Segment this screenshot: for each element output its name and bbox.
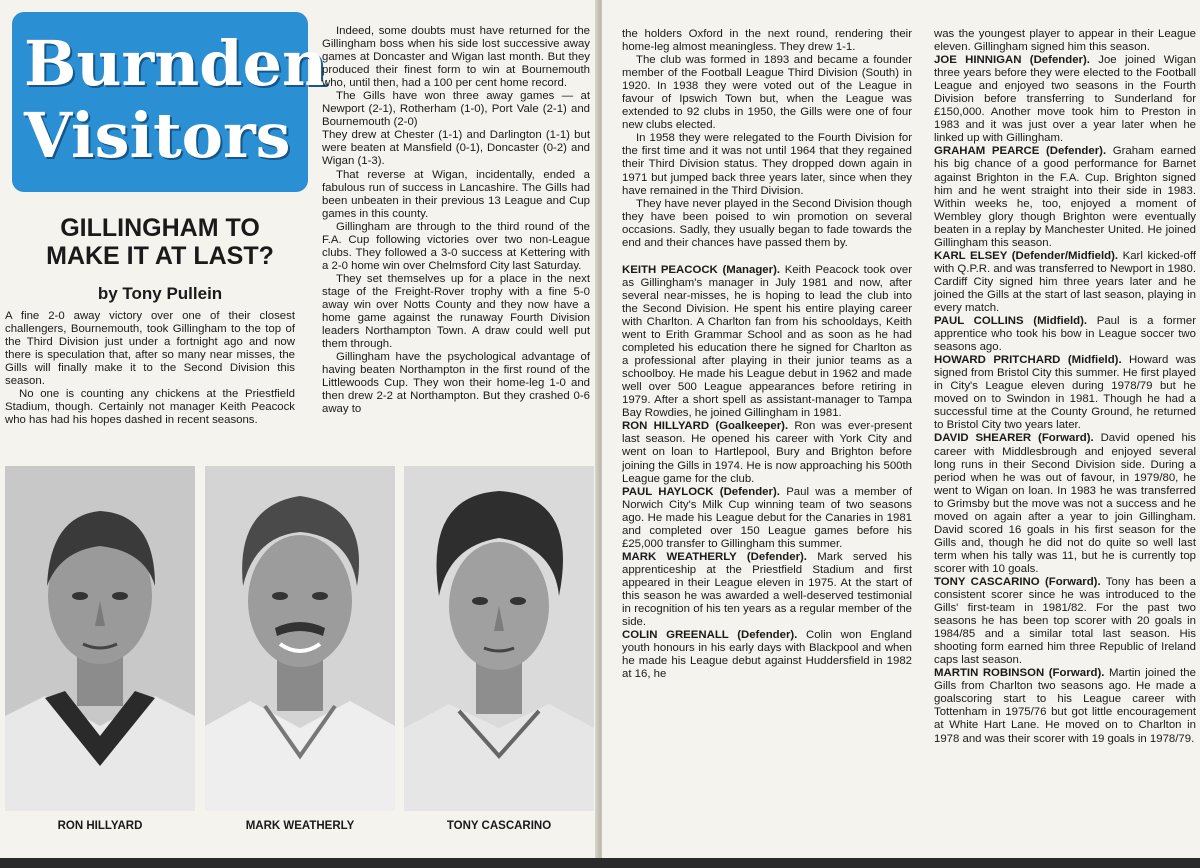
player-profile — [622, 264, 912, 421]
bottom-edge — [0, 858, 1200, 868]
article-paragraph: They have never played in the Second Division though they have been poised to win promotion on several occasions. Sadly, they usually began to fade towards the end and their chances have passed them by. — [622, 197, 912, 249]
article-paragraph: That reverse at Wigan, incidentally, ended a fabulous run of success in Lancashire. The Gills had been unbeaten in their previous 13 League and Cup games in this county. — [322, 168, 590, 220]
photo-ron-hillyard — [5, 466, 195, 811]
article-paragraph: They set themselves up for a place in the next stage of the Freight-Rover trophy with a fine 5-0 away win over Notts County and they now have a home game against the runaway Fourth Division leaders Northampton Town. A draw could well put them through. — [322, 272, 590, 351]
intro-paragraph: A fine 2-0 away victory over one of their closest challengers, Bournemouth, took Gillingham to the top of the Third Division just under a fortnight ago and now there is speculation that, after so many near misses, the Gills will finally make it to the Second Division this season. — [5, 310, 295, 388]
logo-line-2: Visitors — [24, 99, 291, 172]
player-profile — [622, 486, 912, 551]
profile-name: PAUL HAYLOCK (Defender). — [622, 485, 780, 498]
profile-name: COLIN GREENALL (Defender). — [622, 629, 798, 642]
profile-text: Howard was signed from Bristol City this summer. He first played in City's League eleven during 1978/79 but he moved on to Swindon in 1981. Though he had a successful time at the County Ground, he returned to Bristol City two years later. — [934, 354, 1196, 432]
intro-paragraph: No one is counting any chickens at the Priestfield Stadium, though. Certainly not manager Keith Peacock who has had his hopes dashed in recent seasons. — [5, 388, 295, 427]
right-page — [602, 0, 1200, 868]
profile-name: KEITH PEACOCK (Manager). — [622, 263, 781, 276]
intro-column — [5, 310, 295, 427]
profile-name: MARK WEATHERLY (Defender). — [622, 550, 807, 563]
photo-caption: MARK WEATHERLY — [245, 820, 355, 832]
profile-text: Graham earned his big chance of a good performance for Barnet against Brighton in the F.A. Cup. Brighton signed him and he went straight into their side in 1983. Within weeks he, too, enjoyed a moment of Wembley glory though Brighton were eventually beaten in a replay by Manchester United. He joined Gillingham this season. — [934, 145, 1196, 249]
headline-line-2: MAKE IT AT LAST? — [46, 242, 274, 270]
logo-line-1: Burnden — [24, 27, 328, 100]
article-paragraph: Gillingham have the psychological advantage of having beaten Northampton in the first round of the Littlewoods Cup. They won their home-leg 1-0 and then drew 2-2 at Northampton. But they crashed 0-6 away to — [322, 351, 590, 416]
profile-text: Colin won England youth honours in his early days with Blackpool and when he made his League debut against Huddersfield in 1982 at 16, he — [622, 629, 912, 681]
article-paragraph: In 1958 they were relegated to the Fourth Division for the first time and it was not until 1964 that they regained their Third Division status. They dropped down again in 1971 but jumped back three years later, since when they have remained in the Third Division. — [622, 132, 912, 197]
profile-name: MARTIN ROBINSON (Forward). — [934, 667, 1105, 680]
article-paragraph: They drew at Chester (1-1) and Darlington (1-1) but were beaten at Mansfield (0-1), Doncaster (0-2) and Wigan (1-3). — [322, 129, 590, 168]
profile-name: HOWARD PRITCHARD (Midfield). — [934, 354, 1122, 367]
player-profile — [622, 420, 912, 485]
profile-text: David opened his career with Middlesbrough and enjoyed several long runs in their Second Division side. During a period when he was out of favour, in 1979/80, he went to Wigan on loan. In 1983 he was transferred to Grimsby but the move was not a success and he moved on again after a year to join Gillingham. David scored 16 goals in his first season for the Gills and, though he did not do quite so well last term when his tally was 11, but he is currently top scorer with 10 goals. — [934, 432, 1197, 575]
player-profile — [934, 250, 1196, 315]
player-profile — [934, 145, 1196, 249]
profile-text: Paul is a former apprentice who took his bow in League soccer two seasons ago. — [934, 315, 1196, 354]
profile-text: Tony has been a consistent scorer since he was introduced to the Gills' first-team in 1981/82. For the past two seasons he has been top scorer with 20 goals in 1984/85 and a similar total last season. His shooting form earned him three Republic of Ireland caps last season. — [934, 575, 1196, 667]
article-paragraph: was the youngest player to appear in their League eleven. Gillingham signed him this season. — [934, 28, 1196, 54]
burnden-visitors-logo — [12, 12, 328, 192]
headline-line-1: GILLINGHAM TO — [60, 214, 260, 242]
left-page — [0, 0, 598, 868]
player-profile — [622, 551, 912, 629]
profile-text: Paul was a member of Norwich City's Milk Cup winning team of two seasons ago. He made his League debut for the Canaries in 1981 and completed over 150 League games before his £25,000 transfer to Gillingham this summer. — [622, 485, 912, 550]
profile-name: PAUL COLLINS (Midfield). — [934, 315, 1088, 328]
right-page-column-2 — [934, 28, 1196, 746]
player-profile — [934, 667, 1196, 745]
profile-name: TONY CASCARINO (Forward). — [934, 575, 1101, 588]
player-profile — [934, 54, 1196, 145]
article-headline — [10, 214, 310, 270]
profile-name: DAVID SHEARER (Forward). — [934, 432, 1094, 445]
profile-name: GRAHAM PEARCE (Defender). — [934, 145, 1107, 158]
article-paragraph: The Gills have won three away games — at Newport (2-1), Rotherham (1-0), Port Vale (2-1) and Bournemouth (2-0) — [322, 90, 590, 129]
player-profile — [622, 629, 912, 681]
profile-name: RON HILLYARD (Goalkeeper). — [622, 420, 789, 433]
profile-text: Mark served his apprenticeship at the Priestfield Stadium and first appeared in their League eleven in 1975. At the start of this season he was awarded a well-deserved testimonial in recognition of his ten years as a regular member of the side. — [622, 550, 912, 629]
player-profile — [934, 432, 1196, 576]
photo-mark-weatherly — [205, 466, 395, 811]
right-page-column-1 — [622, 28, 912, 681]
profile-name: JOE HINNIGAN (Defender). — [934, 54, 1090, 67]
photo-tony-cascarino — [404, 466, 594, 811]
profile-text: Martin joined the Gills from Charlton two seasons ago. He made a goalscoring start to his League career with Tottenham in 1975/76 but got little encouragement at White Hart Lane. He moved on to Charlton in 1978 and was their scorer with 19 goals in 1978/79. — [934, 667, 1196, 745]
player-profile — [934, 354, 1196, 432]
profile-text: Keith Peacock took over as Gillingham's manager in July 1981 and now, after several near-misses, he is hoping to lead the club into the Second Division. He spent his entire playing career with Charlton. A Charlton fan from his schooldays, Keith went to Erith Grammar School and as soon as he had completed his education there he signed for Charlton as a professional after playing in their junior teams as a schoolboy. He made his League debut in 1962 and made well over 500 League appearances before retiring in 1979. After a short spell as assistant-manager to Tampa Bay Rowdies, he joined Gillingham in 1981. — [622, 263, 913, 420]
article-column-right — [322, 25, 590, 416]
profile-text: Ron was ever-present last season. He opened his career with York City and went on loan to Hartlepool, Bury and Brighton before joining the Gills in 1974. He is now approaching his 500th League game for the club. — [622, 420, 912, 485]
player-profile — [934, 315, 1196, 354]
article-byline: by Tony Pullein — [97, 284, 223, 303]
profile-text: Karl kicked-off with Q.P.R. and was transferred to Newport in 1980. Cardiff City signed him three years later and he joined the Gills at the start of last season, playing in every match. — [934, 249, 1196, 314]
photo-caption: RON HILLYARD — [57, 820, 143, 832]
photo-caption: TONY CASCARINO — [446, 820, 552, 832]
article-paragraph: Gillingham are through to the third round of the F.A. Cup following victories over two non-League clubs. They followed a 3-0 success at Kettering with a 2-0 home win over Chelmsford City last Saturday. — [322, 220, 590, 272]
article-paragraph: Indeed, some doubts must have returned for the Gillingham boss when his side lost successive away games at Doncaster and Wigan last month. But they produced their finest form to win at Bournemouth who, until then, had a 100 per cent home record. — [322, 25, 590, 90]
profile-text: Joe joined Wigan three years before they were elected to the Football League and enjoyed two seasons in the Fourth Division before transferring to Sunderland for £150,000. Another move took him to Preston in 1983 and it was just over a year later when he linked up with Gillingham. — [934, 54, 1196, 145]
profile-name: KARL ELSEY (Defender/Midfield). — [934, 249, 1119, 262]
article-paragraph: The club was formed in 1893 and became a founder member of the Football League Third Division (South) in 1920. In 1938 they were voted out of the League in favour of Ipswich Town but, when the League was extended to 92 clubs in 1950, the Gills were one of four new clubs elected. — [622, 54, 912, 132]
player-profile — [934, 576, 1196, 667]
article-paragraph: the holders Oxford in the next round, rendering their home-leg almost meaningless. They drew 1-1. — [622, 28, 912, 54]
